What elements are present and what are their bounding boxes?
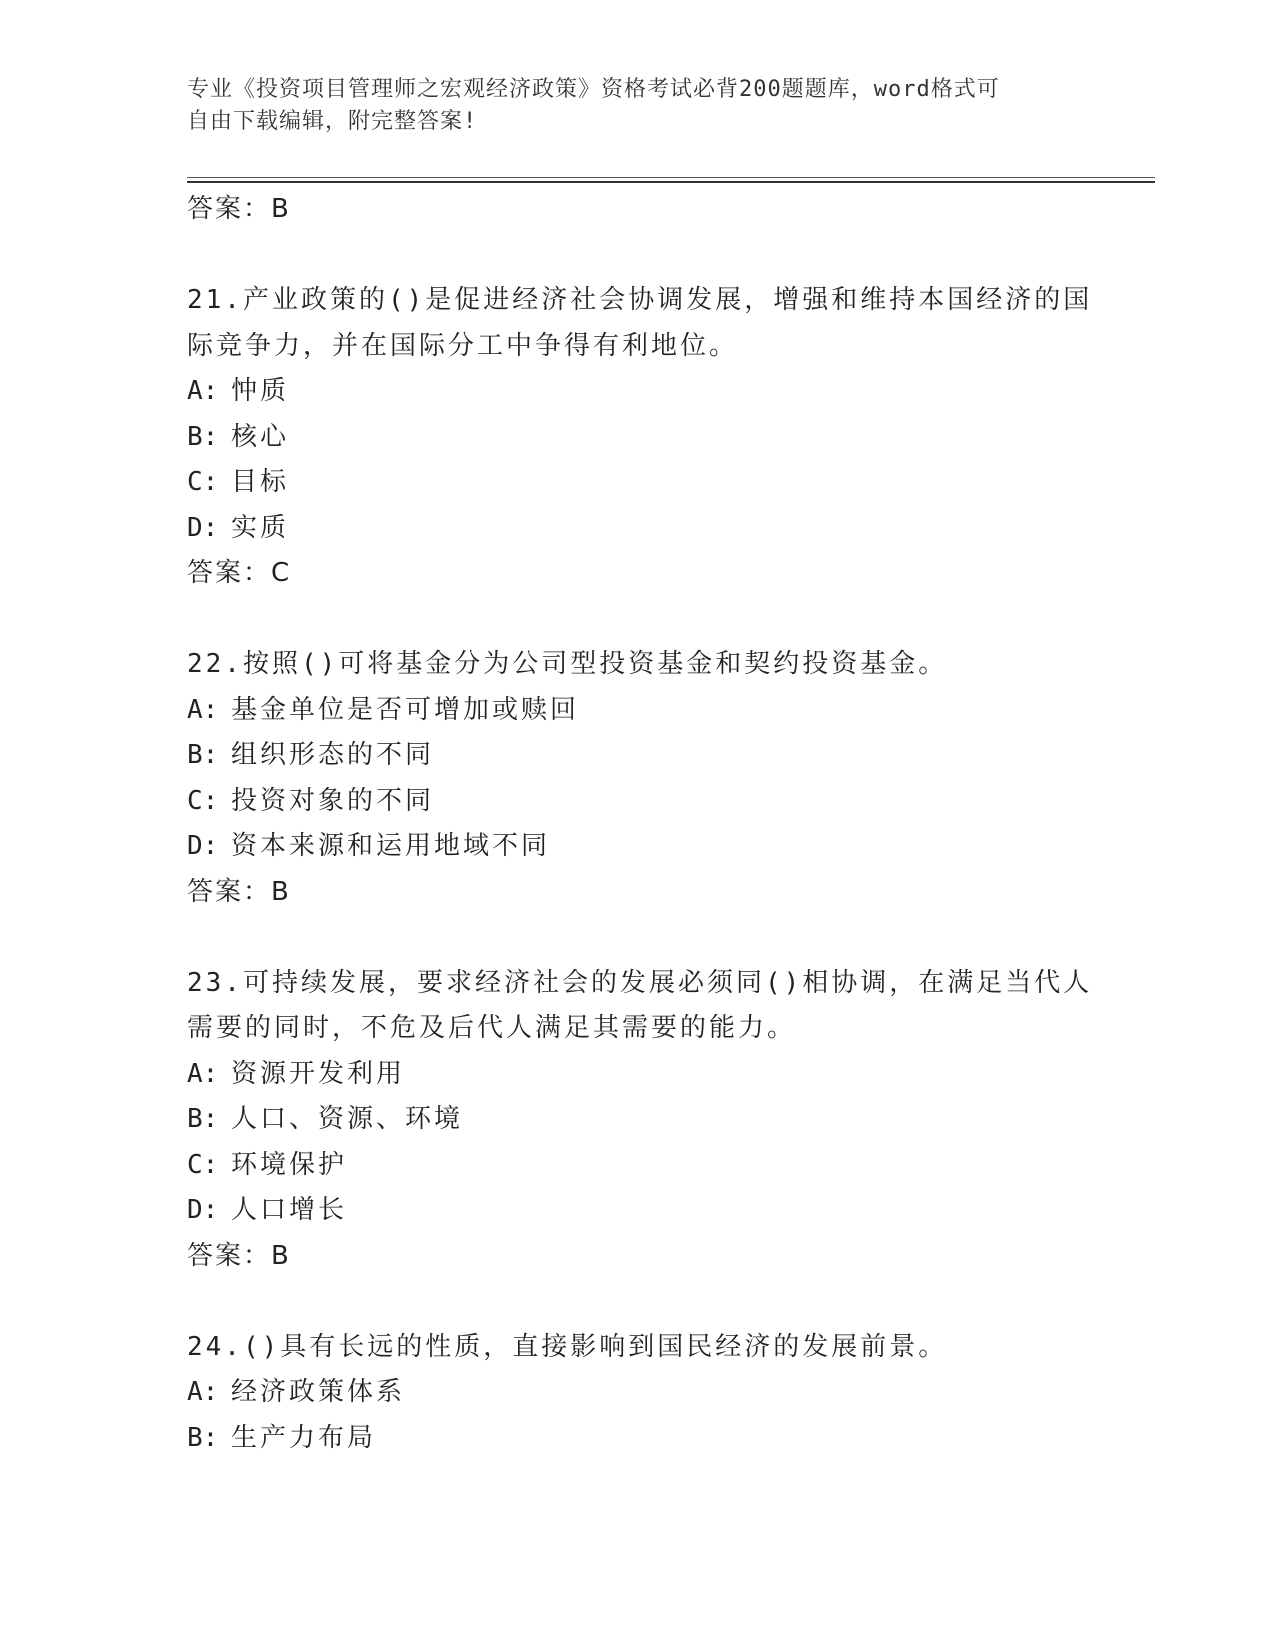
page-header [187,74,1067,138]
option-text: 组织形态的不同 [231,740,435,770]
question-text-line: 21.产业政策的()是促进经济社会协调发展，增强和维持本国经济的国 [187,285,1093,315]
option-label: D: [187,512,219,543]
option-d [187,1188,1087,1234]
option-c [187,779,1087,825]
option-label: C: [187,785,219,816]
option-label: C: [187,467,219,497]
option-b [187,1097,1087,1143]
option-text: 实质 [231,512,290,543]
question-list [187,187,1093,1461]
option-text: 生产力布局 [231,1422,377,1453]
option-label: D: [187,831,219,861]
answer: 答案：C [187,558,292,588]
option-label: C: [187,1149,219,1180]
answer: 答案：B [187,876,291,907]
option-label: A: [187,694,219,725]
option-label: B: [187,421,219,452]
option-text: 资本来源和运用地域不同 [231,831,551,861]
option-text: 核心 [231,421,290,452]
spacer [187,1279,1087,1325]
option-c [187,460,1087,506]
option-a [187,369,1087,415]
option-b [187,733,1087,779]
header-rule-thin [187,177,1155,178]
option-text: 人口增长 [231,1195,348,1225]
option-text: 基金单位是否可增加或赎回 [231,694,580,725]
question-21 [187,278,1093,597]
option-label: A: [187,1377,219,1407]
header-line-1: 专业《投资项目管理师之宏观经济政策》资格考试必背200题题库，word格式可 [187,77,1000,102]
previous-answer: 答案：B [187,194,291,224]
question-text-line: 23.可持续发展，要求经济社会的发展必须同()相协调，在满足当代人 [187,967,1093,998]
header-rule-thick [187,181,1155,183]
option-b [187,1416,1087,1462]
spacer [187,597,1087,643]
option-c [187,1143,1087,1189]
option-a [187,688,1087,734]
answer: 答案：B [187,1240,291,1271]
option-a [187,1052,1087,1098]
option-text: 经济政策体系 [231,1377,406,1407]
option-label: B: [187,1422,219,1453]
option-a [187,1370,1087,1416]
option-b [187,415,1087,461]
question-text-line: 22.按照()可将基金分为公司型投资基金和契约投资基金。 [187,649,948,679]
question-22 [187,642,1087,915]
option-text: 人口、资源、环境 [231,1104,464,1134]
header-line-2: 自由下载编辑，附完整答案! [187,109,478,134]
option-label: D: [187,1195,219,1225]
option-label: B: [187,1104,219,1134]
option-text: 忡质 [231,376,290,406]
question-text-line: 需要的同时，不危及后代人满足其需要的能力。 [187,1013,797,1043]
question-text-line: 24.()具有长远的性质，直接影响到国民经济的发展前景。 [187,1331,948,1362]
option-text: 投资对象的不同 [231,785,435,816]
spacer [187,233,1087,279]
question-24 [187,1325,1087,1462]
option-text: 环境保护 [231,1149,348,1180]
option-label: B: [187,740,219,770]
option-d [187,506,1087,552]
spacer [187,915,1087,961]
option-label: A: [187,1058,219,1089]
question-text-line: 际竞争力，并在国际分工中争得有利地位。 [187,330,739,361]
option-d [187,824,1087,870]
option-label: A: [187,376,219,406]
question-23 [187,961,1093,1280]
option-text: 资源开发利用 [231,1058,406,1089]
option-text: 目标 [231,467,290,497]
